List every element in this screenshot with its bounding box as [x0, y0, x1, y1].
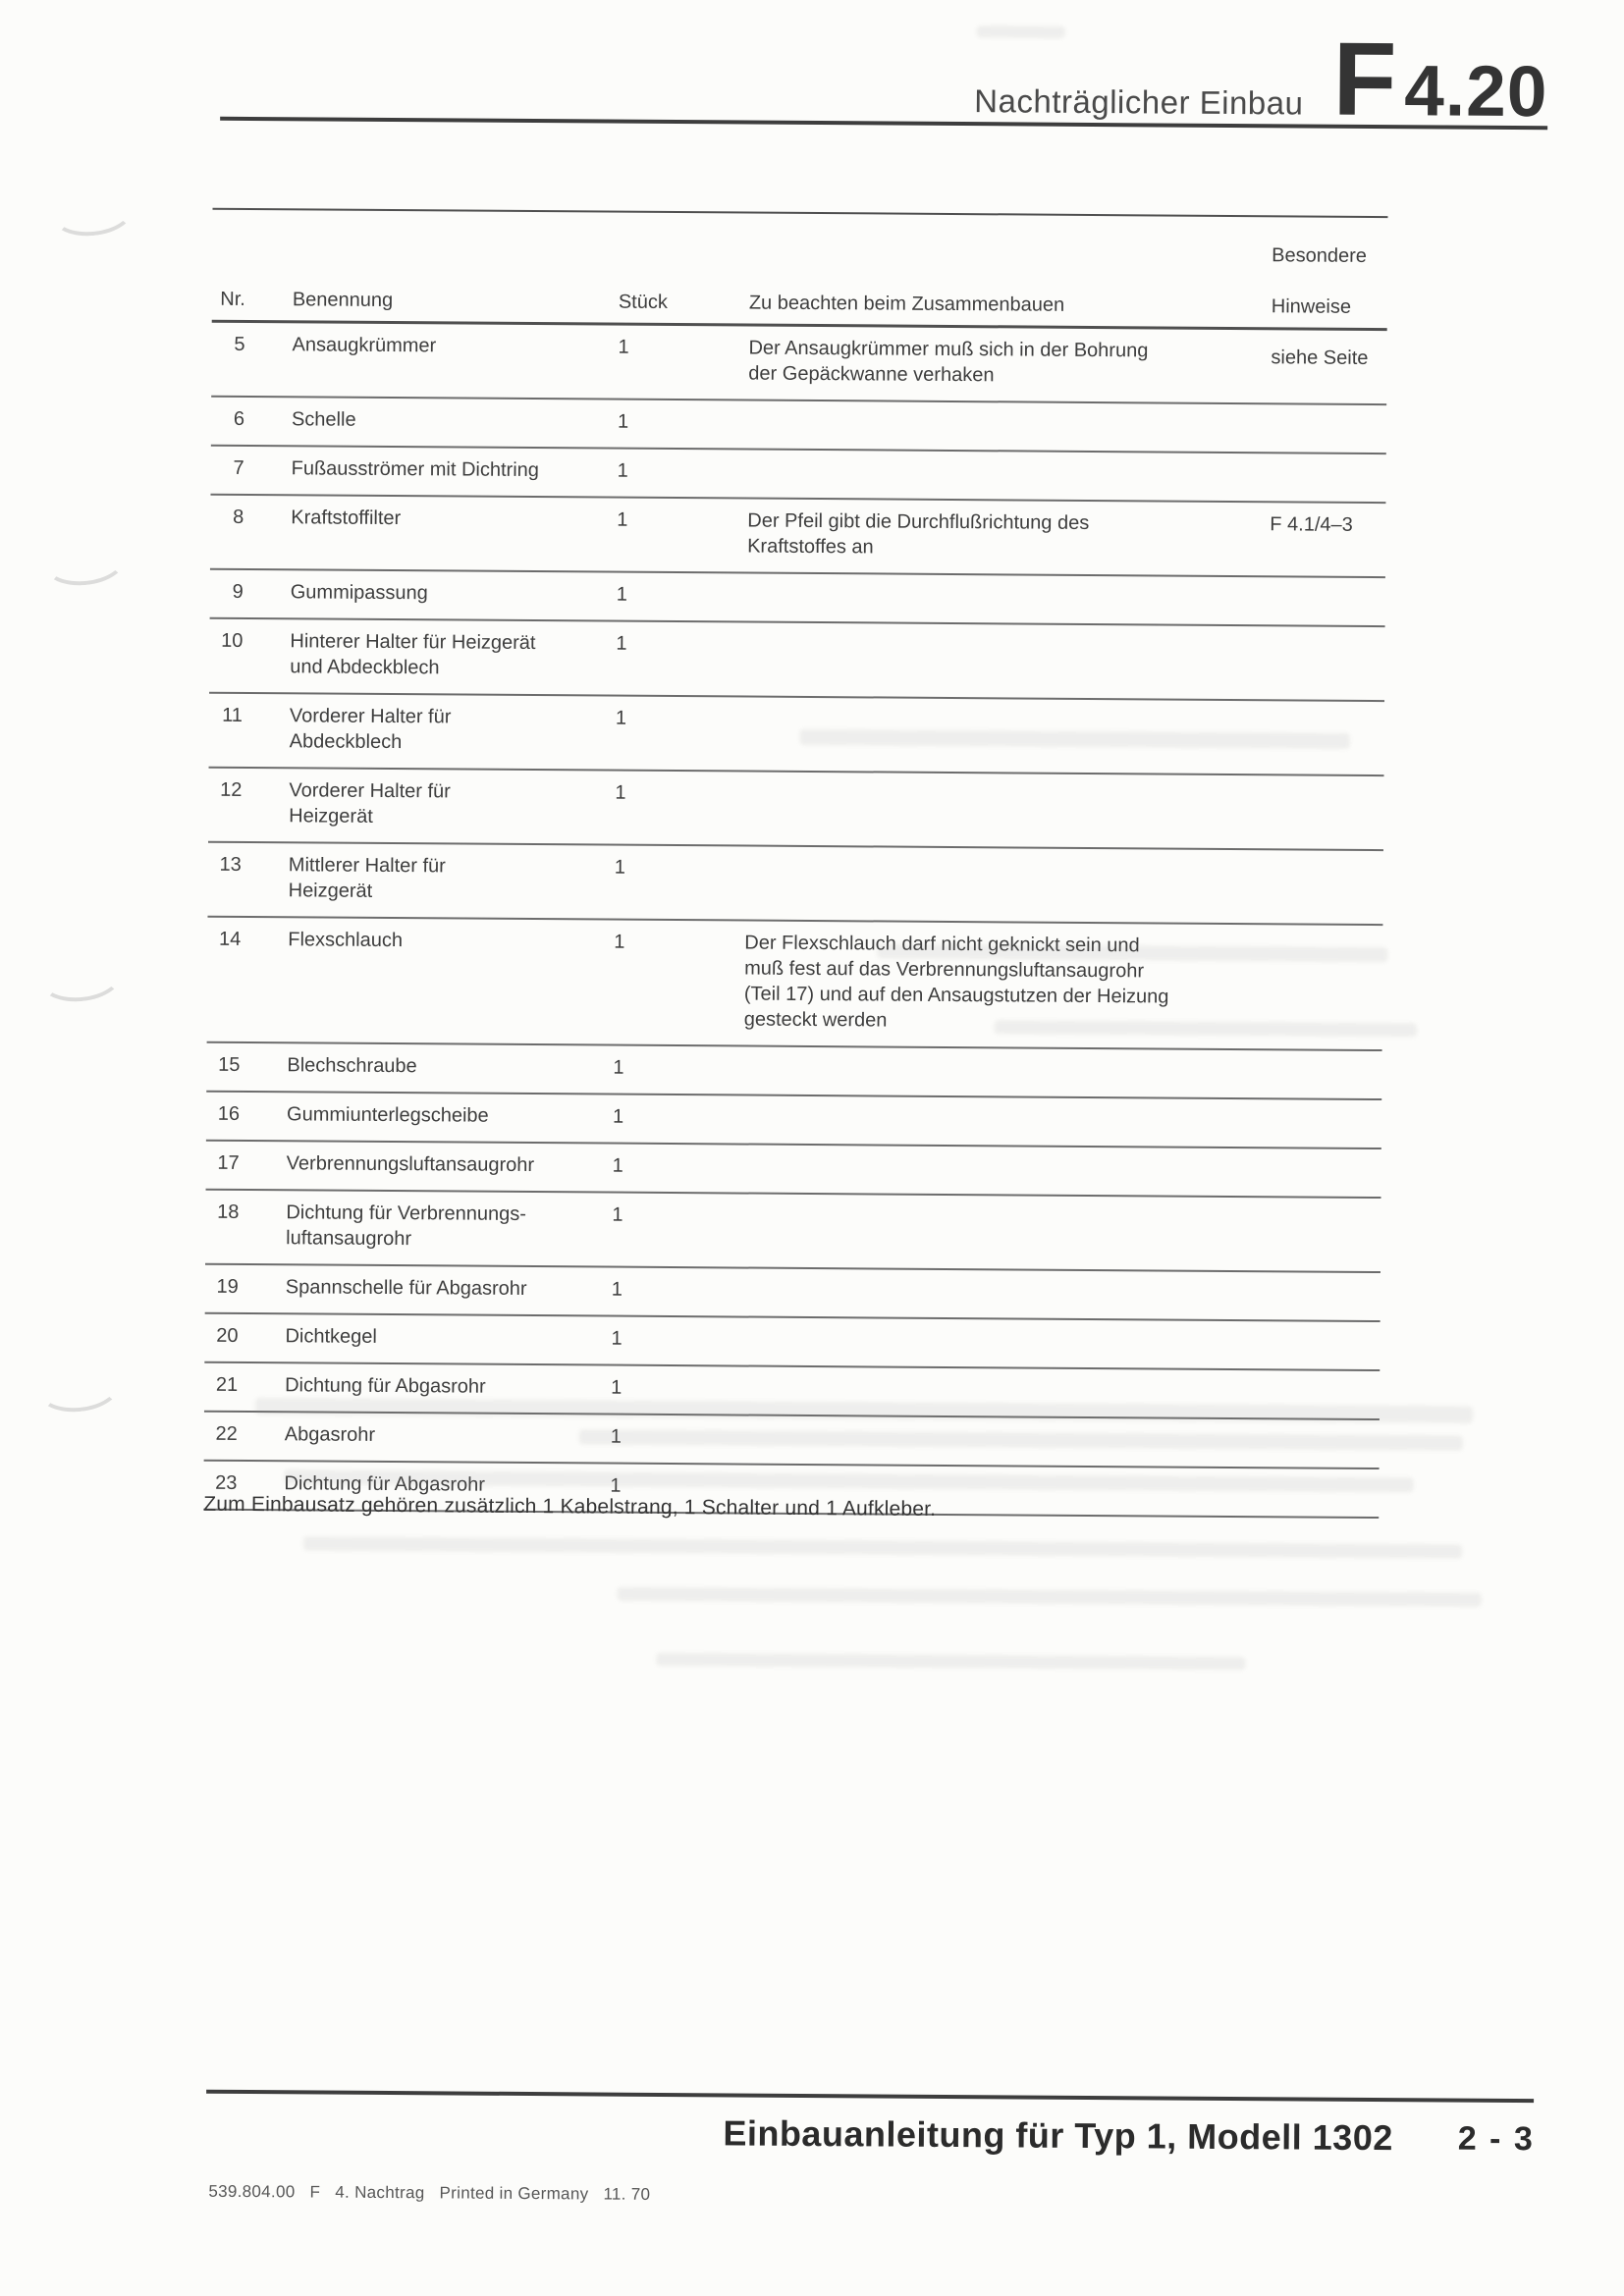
- section-code-number: 4.20: [1404, 51, 1548, 133]
- part-number: 15: [218, 1053, 241, 1076]
- part-number: 14: [218, 928, 242, 950]
- part-quantity: 1: [614, 856, 626, 879]
- assembly-note: [740, 1269, 1261, 1320]
- table-row: [205, 1191, 1381, 1273]
- part-name: Hinterer Halter für Heizgerät und Abdeckblech: [290, 630, 536, 679]
- part-name: Blechschraube: [287, 1054, 417, 1078]
- col-header-note: Zu beachten beim Zusammenbauen: [748, 292, 1065, 316]
- table-row: [210, 496, 1386, 578]
- part-name: Vorderer Halter für Heizgerät: [289, 779, 451, 828]
- table-row: [210, 447, 1385, 504]
- part-quantity: 1: [615, 707, 627, 729]
- part-number: 20: [216, 1324, 239, 1347]
- part-number: 5: [234, 333, 245, 355]
- part-quantity: 1: [612, 1203, 623, 1226]
- part-quantity: 1: [614, 931, 625, 953]
- part-quantity: 1: [613, 1056, 624, 1079]
- part-number: 19: [216, 1275, 239, 1298]
- part-name: Abgasrohr: [284, 1423, 376, 1446]
- part-quantity: 1: [612, 1105, 624, 1128]
- assembly-note: [745, 451, 1266, 502]
- part-name: Spannschelle für Abgasrohr: [285, 1276, 527, 1300]
- page-reference: [1262, 1148, 1381, 1197]
- part-number: 23: [215, 1471, 238, 1494]
- part-quantity: 1: [616, 632, 627, 655]
- kit-note: Zum Einbausatz gehören zusätzlich 1 Kabelstrang, 1 Schalter und 1 Aufkleber.: [203, 1492, 937, 1521]
- table-row: [205, 1265, 1380, 1322]
- page-reference: [1266, 454, 1385, 502]
- assembly-note: [741, 1146, 1262, 1197]
- page-reference: [1263, 850, 1383, 924]
- part-quantity: 1: [610, 1474, 622, 1497]
- part-quantity: 1: [615, 781, 626, 804]
- assembly-note: [746, 401, 1267, 453]
- part-number: 18: [217, 1201, 240, 1223]
- part-quantity: 1: [616, 583, 627, 606]
- page-reference: [1266, 577, 1385, 625]
- part-number: 12: [220, 778, 243, 801]
- part-number: 11: [222, 704, 243, 726]
- part-name: Fußausströmer mit Dichtring: [291, 457, 540, 482]
- part-quantity: 1: [617, 459, 628, 482]
- assembly-note: [744, 623, 1266, 700]
- part-quantity: 1: [610, 1425, 622, 1448]
- part-quantity: 1: [611, 1327, 623, 1350]
- part-number: 6: [233, 407, 245, 430]
- part-number: 7: [233, 456, 244, 479]
- bleed-through-artifact: [995, 1020, 1417, 1037]
- part-quantity: 1: [611, 1376, 623, 1399]
- col-header-qty: Stück: [618, 291, 668, 313]
- part-quantity: 1: [611, 1278, 623, 1301]
- page-reference: F 4.1/4–3: [1270, 513, 1353, 536]
- part-name: Kraftstoffilter: [291, 507, 402, 530]
- footer-title: Einbauanleitung für Typ 1, Modell 1302: [723, 2112, 1393, 2159]
- page-reference: [1264, 775, 1384, 849]
- page-reference: [1265, 626, 1385, 700]
- assembly-note: [745, 574, 1266, 625]
- part-name: Dichtung für Abgasrohr: [285, 1374, 486, 1398]
- page-title: Nachträglicher Einbau: [974, 82, 1304, 122]
- part-number: 16: [217, 1102, 241, 1125]
- table-row: [208, 769, 1384, 851]
- assembly-note: Der Ansaugkrümmer muß sich in der Bohrung der Gepäckwanne verhaken: [748, 337, 1149, 387]
- page-reference: [1267, 404, 1386, 453]
- assembly-note: Der Pfeil gibt die Durchflußrichtung des Kraftstoffes an: [747, 509, 1090, 559]
- table-row: [211, 323, 1387, 405]
- parts-table: [203, 208, 1387, 1519]
- bleed-through-artifact: [303, 1536, 1462, 1558]
- part-name: Dichtung für Verbrennungs- luftansaugrohr: [286, 1201, 527, 1251]
- table-row: [210, 570, 1385, 627]
- part-number: 22: [215, 1422, 238, 1445]
- table-row: [206, 1043, 1381, 1100]
- col-header-ref-line: siehe Seite: [1271, 347, 1369, 369]
- part-number: 17: [217, 1151, 240, 1174]
- assembly-note: [743, 773, 1265, 849]
- section-code-letter: F: [1332, 21, 1395, 138]
- part-name: Gummipassung: [290, 581, 428, 605]
- part-name: Dichtung für Abgasrohr: [284, 1472, 486, 1496]
- page-reference: [1260, 1321, 1380, 1369]
- part-quantity: 1: [617, 410, 629, 433]
- table-row: [207, 843, 1383, 926]
- part-quantity: 1: [612, 1154, 623, 1177]
- part-quantity: 1: [618, 336, 629, 358]
- part-name: Ansaugkrümmer: [292, 334, 437, 357]
- col-header-name: Benennung: [292, 289, 394, 312]
- bleed-through-artifact: [977, 26, 1065, 38]
- table-row: [206, 1142, 1381, 1199]
- part-number: 10: [221, 629, 244, 652]
- part-name: Mittlerer Halter für Heizgerät: [288, 854, 446, 902]
- col-header-ref-line: Besondere: [1272, 244, 1368, 267]
- assembly-note: [741, 1096, 1262, 1148]
- table-row: [206, 1093, 1381, 1149]
- page-reference: [1262, 1050, 1381, 1098]
- part-name: Verbrennungsluftansaugrohr: [286, 1152, 535, 1177]
- page-reference: [1262, 1099, 1381, 1148]
- assembly-note: [740, 1195, 1262, 1271]
- col-header-nr: Nr.: [220, 288, 245, 310]
- col-header-ref-line: Hinweise: [1271, 295, 1352, 318]
- assembly-note: [741, 1047, 1262, 1098]
- imprint: 539.804.00 F 4. Nachtrag Printed in Germany 11. 70: [208, 2181, 651, 2204]
- part-number: 21: [215, 1373, 239, 1396]
- part-number: 13: [219, 853, 242, 876]
- table-row: [211, 398, 1386, 454]
- footer-rule: [206, 2090, 1534, 2103]
- page-reference: [1261, 1198, 1381, 1271]
- part-name: Flexschlauch: [288, 929, 404, 952]
- part-number: 9: [232, 580, 244, 603]
- page-reference: [1267, 330, 1387, 403]
- part-number: 8: [233, 506, 244, 528]
- part-name: Vorderer Halter für Abdeckblech: [289, 705, 452, 754]
- bleed-through-artifact: [618, 1587, 1482, 1607]
- table-row: [209, 619, 1385, 702]
- bleed-through-artifact: [656, 1653, 1245, 1670]
- part-quantity: 1: [617, 508, 628, 531]
- part-name: Schelle: [291, 408, 356, 431]
- assembly-note: [742, 847, 1264, 924]
- table-row: [204, 1314, 1380, 1371]
- part-name: Gummiunterlegscheibe: [286, 1103, 489, 1127]
- assembly-note: [739, 1318, 1260, 1369]
- footer-page-number: 2 - 3: [1457, 2119, 1535, 2159]
- table-body: [203, 323, 1386, 1519]
- assembly-note: Der Flexschlauch darf nicht geknickt sein und muß fest auf das Verbrennungsluftansaugrohr (Teil 17) und auf den Ansaugstutzen der Heizung gesteckt werden: [743, 932, 1169, 1032]
- part-name: Dichtkegel: [285, 1325, 377, 1348]
- page-reference: [1261, 1272, 1380, 1320]
